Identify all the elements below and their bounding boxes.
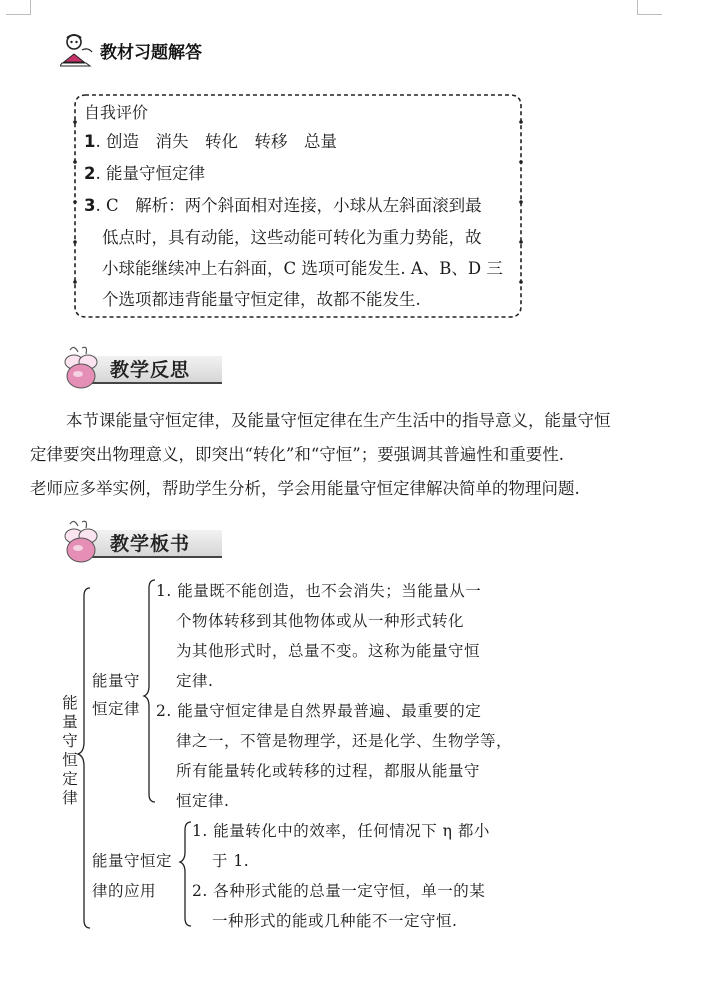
branch1-item-line-3: 为其他形式时，总量不变。这称为能量守恒	[176, 642, 481, 660]
branch2-label-line-2: 律的应用	[92, 882, 157, 900]
reflection-line-3: 老师应多举实例，帮助学生分析，学会用能量守恒定律解决简单的物理问题.	[30, 479, 580, 498]
board-root-label: 能量守恒定律	[62, 694, 78, 807]
branch1-label-line-2: 恒定律	[92, 700, 141, 718]
section-title-board: 教学板书	[110, 533, 191, 555]
answer-1-text: . 创造 消失 转化 转移 总量	[95, 132, 337, 151]
reflection-line-1: 本节课能量守恒定律，及能量守恒定律在生产生活中的指导意义，能量守恒	[66, 411, 611, 430]
answer-3-line-4: 个选项都违背能量守恒定律，故都不能发生.	[102, 290, 421, 309]
branch2-item-line-4: 一种形式的能或几种能不一定守恒.	[212, 912, 458, 930]
section-title-reflection: 教学反思	[110, 359, 191, 381]
branch2-item-line-3: 2. 各种形式能的总量一定守恒，单一的某	[192, 882, 486, 900]
answer-2-number: 2	[84, 164, 96, 183]
answer-3-text: . C 解析：两个斜面相对连接，小球从左斜面滚到最	[95, 196, 482, 215]
branch1-label-line-1: 能量守	[92, 672, 141, 690]
branch1-item-line-8: 恒定律.	[176, 792, 230, 810]
answer-3-number: 3	[84, 196, 96, 215]
branch1-item-line-6: 律之一，不管是物理学，还是化学、生物学等，	[176, 732, 513, 750]
branch1-item-line-2: 个物体转移到其他物体或从一种形式转化	[176, 612, 465, 630]
answer-3-line-3: 小球能继续冲上右斜面，C 选项可能发生. A、B、D 三	[102, 259, 503, 278]
branch1-brace	[144, 580, 155, 802]
branch1-item-line-4: 定律.	[176, 672, 214, 690]
branch2-label-line-1: 能量守恒定	[92, 852, 173, 870]
root-brace	[78, 588, 90, 928]
self-eval-title: 自我评价	[84, 103, 149, 122]
branch1-item-line-5: 2. 能量守恒定律是自然界最普遍、最重要的定	[156, 702, 482, 720]
branch2-brace	[180, 822, 191, 926]
answer-2-text: . 能量守恒定律	[95, 164, 205, 183]
answer-1-number: 1	[84, 132, 96, 151]
branch2-item-line-1: 1. 能量转化中的效率，任何情况下 η 都小	[192, 822, 490, 840]
section-title-textbook: 教材习题解答	[100, 42, 202, 63]
branch1-item-line-1: 1. 能量既不能创造，也不会消失；当能量从一	[156, 582, 482, 600]
answer-3-line-2: 低点时，具有动能，这些动能可转化为重力势能，故	[102, 228, 482, 247]
branch2-item-line-2: 于 1.	[212, 852, 250, 870]
reflection-line-2: 定律要突出物理意义，即突出“转化”和“守恒”；要强调其普遍性和重要性.	[30, 445, 564, 464]
branch1-item-line-7: 所有能量转化或转移的过程，都服从能量守	[176, 762, 481, 780]
